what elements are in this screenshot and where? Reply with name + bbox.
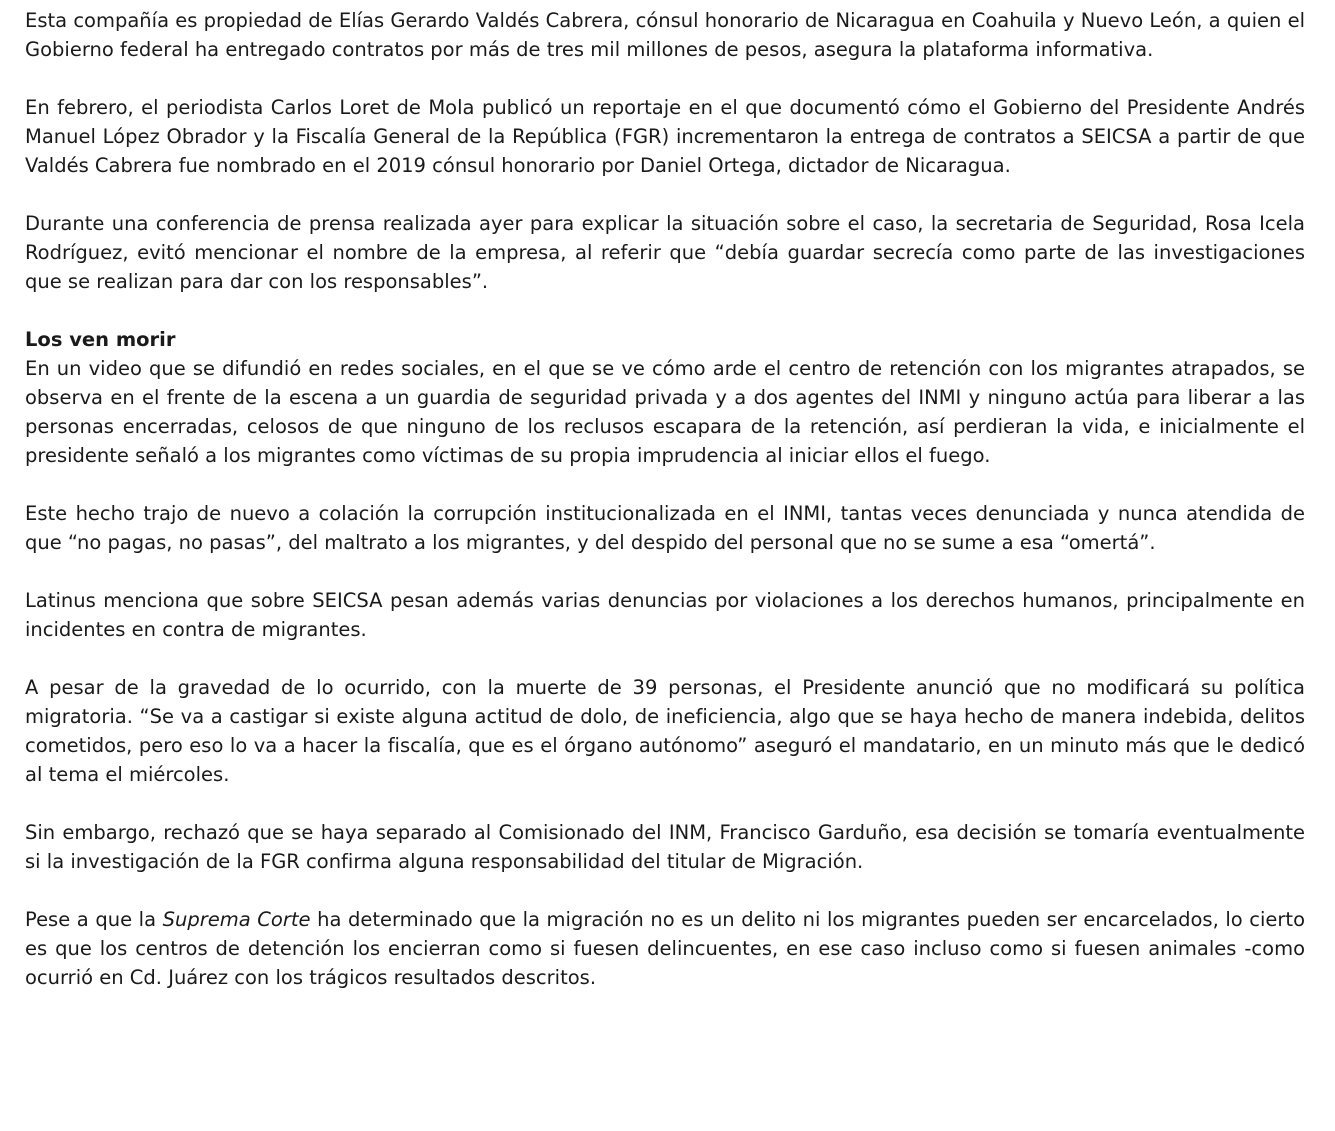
paragraph-6: Latinus menciona que sobre SEICSA pesan además varias denuncias por violaciones a los derechos humanos, principalmente en incidentes en contra de migrantes. [25, 589, 1305, 641]
paragraph-7: A pesar de la gravedad de lo ocurrido, con la muerte de 39 personas, el Presidente anunció que no modificará su política migratoria. “Se va a castigar si existe alguna actitud de dolo, de ineficiencia, algo que se haya hecho de manera indebida, delitos cometidos, pero eso lo va a hacer la fiscalía, que es el órgano autónomo” aseguró el mandatario, en un minuto más que le dedicó al tema el miércoles. [25, 676, 1305, 786]
paragraph-4: En un video que se difundió en redes sociales, en el que se ve cómo arde el centro de retención con los migrantes atrapados, se observa en el frente de la escena a un guardia de seguridad privada y a dos agentes del INMI y ninguno actúa para liberar a las personas encerradas, celosos de que ninguno de los reclusos escapara de la retención, así perdieran la vida, e inicialmente el presidente señaló a los migrantes como víctimas de su propia imprudencia al iniciar ellos el fuego. [25, 357, 1305, 467]
section-subheading: Los ven morir [25, 328, 176, 351]
paragraph-3: Durante una conferencia de prensa realizada ayer para explicar la situación sobre el caso, la secretaria de Seguridad, Rosa Icela Rodríguez, evitó mencionar el nombre de la empresa, al referir que “debía guardar secrecía como parte de las investigaciones que se realizan para dar con los responsables”. [25, 212, 1305, 293]
paragraph-2: En febrero, el periodista Carlos Loret de Mola publicó un reportaje en el que documentó cómo el Gobierno del Presidente Andrés Manuel López Obrador y la Fiscalía General de la República (FGR) incrementaron la entrega de contratos a SEICSA a partir de que Valdés Cabrera fue nombrado en el 2019 cónsul honorario por Daniel Ortega, dictador de Nicaragua. [25, 96, 1305, 177]
paragraph-8: Sin embargo, rechazó que se haya separado al Comisionado del INM, Francisco Garduño, esa decisión se tomaría eventualmente si la investigación de la FGR confirma alguna responsabilidad del titular de Migración. [25, 821, 1305, 873]
paragraph-9-start: Pese a que la [25, 908, 163, 931]
paragraph-9 [25, 905, 1305, 992]
paragraph-1: Esta compañía es propiedad de Elías Gerardo Valdés Cabrera, cónsul honorario de Nicaragua en Coahuila y Nuevo León, a quien el Gobierno federal ha entregado contratos por más de tres mil millones de pesos, asegura la plataforma informativa. [25, 9, 1305, 61]
article-body [25, 6, 1305, 1021]
court-name-italic: Suprema Corte [162, 908, 311, 931]
paragraph-9-end: ha determinado que la migración no es un delito ni los migrantes pueden ser encarcelados, lo cierto es que los centros de detención los encierran como si fuesen delincuentes, en ese caso incluso como si fuesen animales -como ocurrió en Cd. Juárez con los trágicos resultados descritos. [25, 908, 1306, 989]
paragraph-5: Este hecho trajo de nuevo a colación la corrupción institucionalizada en el INMI, tantas veces denunciada y nunca atendida de que “no pagas, no pasas”, del maltrato a los migrantes, y del despido del personal que no se sume a esa “omertá”. [25, 502, 1305, 554]
